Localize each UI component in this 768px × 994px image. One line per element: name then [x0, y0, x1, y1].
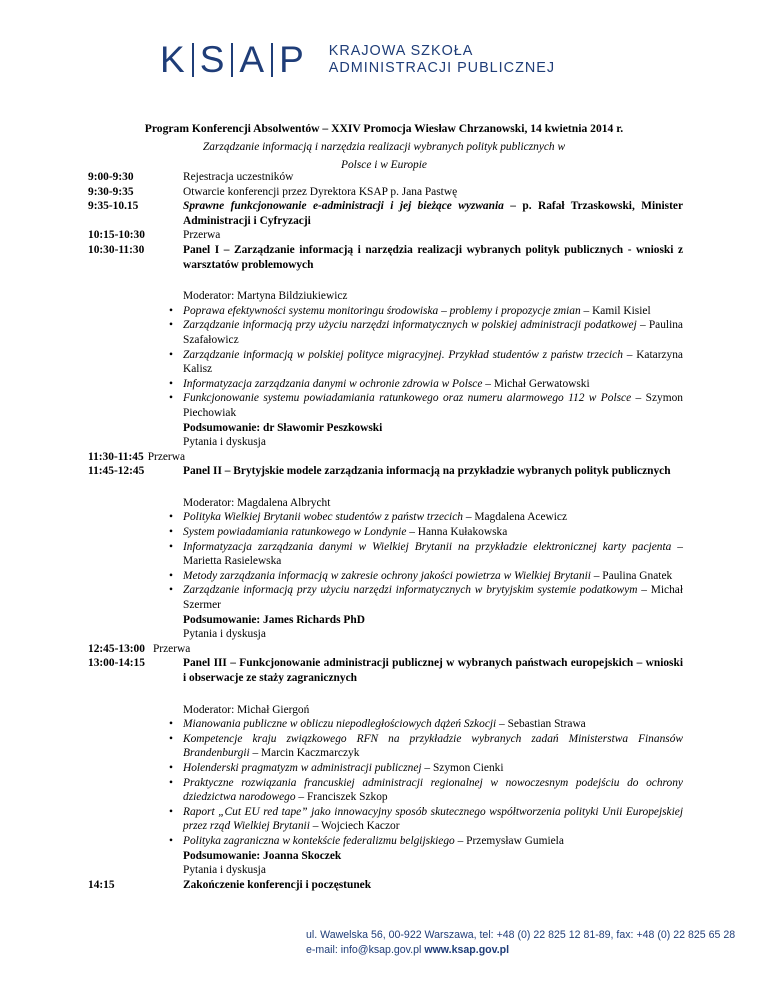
- agenda-item: Zakończenie konferencji i poczęstunek: [183, 878, 372, 891]
- agenda-item: Przerwa: [152, 642, 191, 655]
- logo-text: [329, 43, 555, 77]
- panel1-talks: [88, 304, 683, 421]
- schedule-row: [88, 642, 683, 657]
- list-item: • Praktyczne rozwiązania francuskiej administracji regionalnej w nowoczesnym podejściu do ochrony dziedzictwa narodowego – Franciszek Szkop: [183, 776, 683, 805]
- list-item: • Kompetencje kraju związkowego RFN na przykładzie wybranych zadań Ministerstwa Finansów Brandenburgii – Marcin Kaczmarczyk: [183, 732, 683, 761]
- list-item: • Metody zarządzania informacją w zakresie ochrony jakości powietrza w Wielkiej Brytanii – Paulina Gnatek: [183, 569, 683, 584]
- panel-title: Panel III – Funkcjonowanie administracji publicznej w wybranych państwach europejskich – wnioski i obserwacje ze staży zagranicznych: [183, 657, 683, 684]
- logo-letter: K: [160, 38, 186, 80]
- qa: Pytania i dyskusja: [183, 628, 266, 641]
- panel3-talks: [88, 717, 683, 848]
- time-slot: 14:15: [88, 878, 115, 891]
- moderator: Moderator: Magdalena Albrycht: [183, 496, 331, 509]
- list-item: • Zarządzanie informacją w polskiej polityce migracyjnej. Przykład studentów z państw trzecich – Katarzyna Kalisz: [183, 348, 683, 377]
- list-item: • Poprawa efektywności systemu monitoringu środowiska – problemy i propozycje zmian – Kamil Kisiel: [183, 304, 683, 319]
- panel-title: Panel II – Brytyjskie modele zarządzania informacją na przykładzie wybranych polityk publicznych: [183, 465, 671, 478]
- logo-letter: S: [199, 38, 226, 80]
- time-slot: 12:45-13:00: [88, 642, 145, 655]
- logo-line: KRAJOWA SZKOŁA: [328, 43, 474, 59]
- qa: Pytania i dyskusja: [183, 864, 266, 877]
- ksap-logo: [160, 38, 556, 80]
- summary: Podsumowanie: Joanna Skoczek: [183, 849, 342, 862]
- list-item: • Holenderski pragmatyzm w administracji publicznej – Szymon Cienki: [183, 761, 683, 776]
- list-item: • Informatyzacja zarządzania danymi w ochronie zdrowia w Polsce – Michał Gerwatowski: [183, 377, 683, 392]
- schedule-row: [88, 228, 683, 243]
- document-title: Program Konferencji Absolwentów – XXIV Promocja Wiesław Chrzanowski, 14 kwietnia 2014 r.: [144, 122, 624, 135]
- footer: [306, 928, 735, 957]
- logo-letter: A: [239, 38, 266, 80]
- agenda-item: Rejestracja uczestników: [183, 171, 294, 183]
- panel-title: Panel I – Zarządzanie informacją i narzędzia realizacji wybranych polityk publicznych - wnioski z warsztatów problemowych: [183, 243, 683, 271]
- schedule-row: [88, 199, 683, 228]
- schedule-row: [88, 243, 683, 272]
- moderator: Moderator: Martyna Bildziukiewicz: [183, 290, 348, 303]
- schedule-row: [88, 450, 683, 465]
- list-item: • System powiadamiania ratunkowego w Londynie – Hanna Kułakowska: [183, 525, 683, 540]
- schedule-row: [88, 878, 683, 893]
- document-subtitle: Zarządzanie informacją i narzędzia realizacji wybranych polityk publicznych w Polsce i w Europie: [202, 141, 566, 171]
- logo-line: ADMINISTRACJI PUBLICZNEJ: [328, 60, 556, 76]
- list-item: • Polityka zagraniczna w kontekście federalizmu belgijskiego – Przemysław Gumiela: [183, 834, 683, 849]
- logo-mark: [160, 38, 305, 80]
- time-slot: 13:00-14:15: [88, 657, 145, 670]
- schedule-row: [88, 464, 683, 479]
- list-item: • Mianowania publiczne w obliczu niepodległościowych dążeń Szkocji – Sebastian Strawa: [183, 717, 683, 732]
- agenda-item: Przerwa: [147, 450, 186, 463]
- list-item: • Zarządzanie informacją przy użyciu narzędzi informatycznych w polskiej administracji podatkowej – Paulina Szafałowicz: [183, 318, 683, 347]
- time-slot: 11:45-12:45: [88, 465, 145, 478]
- schedule-row: [88, 185, 683, 200]
- footer-address: ul. Wawelska 56, 00-922 Warszawa, tel: +48 (0) 22 825 12 81-89, fax: +48 (0) 22 825 65 28: [306, 929, 736, 941]
- time-slot: 10:30-11:30: [88, 243, 145, 256]
- time-slot: 9:35-10.15: [88, 200, 139, 213]
- footer-website: www.ksap.gov.pl: [424, 943, 510, 956]
- list-item: • Funkcjonowanie systemu powiadamiania ratunkowego oraz numeru alarmowego 112 w Polsce – Szymon Piechowiak: [183, 391, 683, 420]
- schedule-row: [88, 170, 683, 185]
- logo-letter: P: [279, 38, 305, 80]
- summary: Podsumowanie: dr Sławomir Peszkowski: [183, 421, 383, 434]
- keynote-title: Sprawne funkcjonowanie e-administracji i jej bieżące wyzwania: [183, 200, 504, 213]
- time-slot: 9:00-9:30: [88, 171, 134, 183]
- footer-email: e-mail: info@ksap.gov.pl: [306, 943, 422, 956]
- moderator: Moderator: Michał Giergoń: [183, 703, 310, 716]
- time-slot: 11:30-11:45: [88, 450, 144, 463]
- keynote-speaker: – p. Rafał Trzaskowski, Minister Administracji i Cyfryzacji: [183, 200, 684, 227]
- list-item: • Polityka Wielkiej Brytanii wobec studentów z państw trzecich – Magdalena Acewicz: [183, 510, 683, 525]
- schedule: [88, 170, 683, 892]
- agenda-item: Otwarcie konferencji przez Dyrektora KSAP p. Jana Pastwę: [183, 185, 458, 198]
- list-item: • Zarządzanie informacją przy użyciu narzędzi informatycznych w brytyjskim systemie podatkowym – Michał Szermer: [183, 583, 683, 612]
- summary: Podsumowanie: James Richards PhD: [183, 613, 365, 626]
- schedule-row: [88, 656, 683, 685]
- qa: Pytania i dyskusja: [183, 436, 266, 449]
- agenda-item: Przerwa: [183, 229, 221, 242]
- list-item: • Informatyzacja zarządzania danymi w Wielkiej Brytanii na przykładzie elektronicznej karty pacjenta – Marietta Rasielewska: [183, 540, 683, 569]
- time-slot: 10:15-10:30: [88, 229, 145, 242]
- panel2-talks: [88, 510, 683, 612]
- list-item: • Raport „Cut EU red tape” jako innowacyjny sposób skutecznego współtworzenia polityki Unii Europejskiej przez rząd Wielkiej Brytanii – Wojciech Kaczor: [183, 805, 683, 834]
- time-slot: 9:30-9:35: [88, 185, 134, 198]
- agenda-item: [183, 199, 683, 228]
